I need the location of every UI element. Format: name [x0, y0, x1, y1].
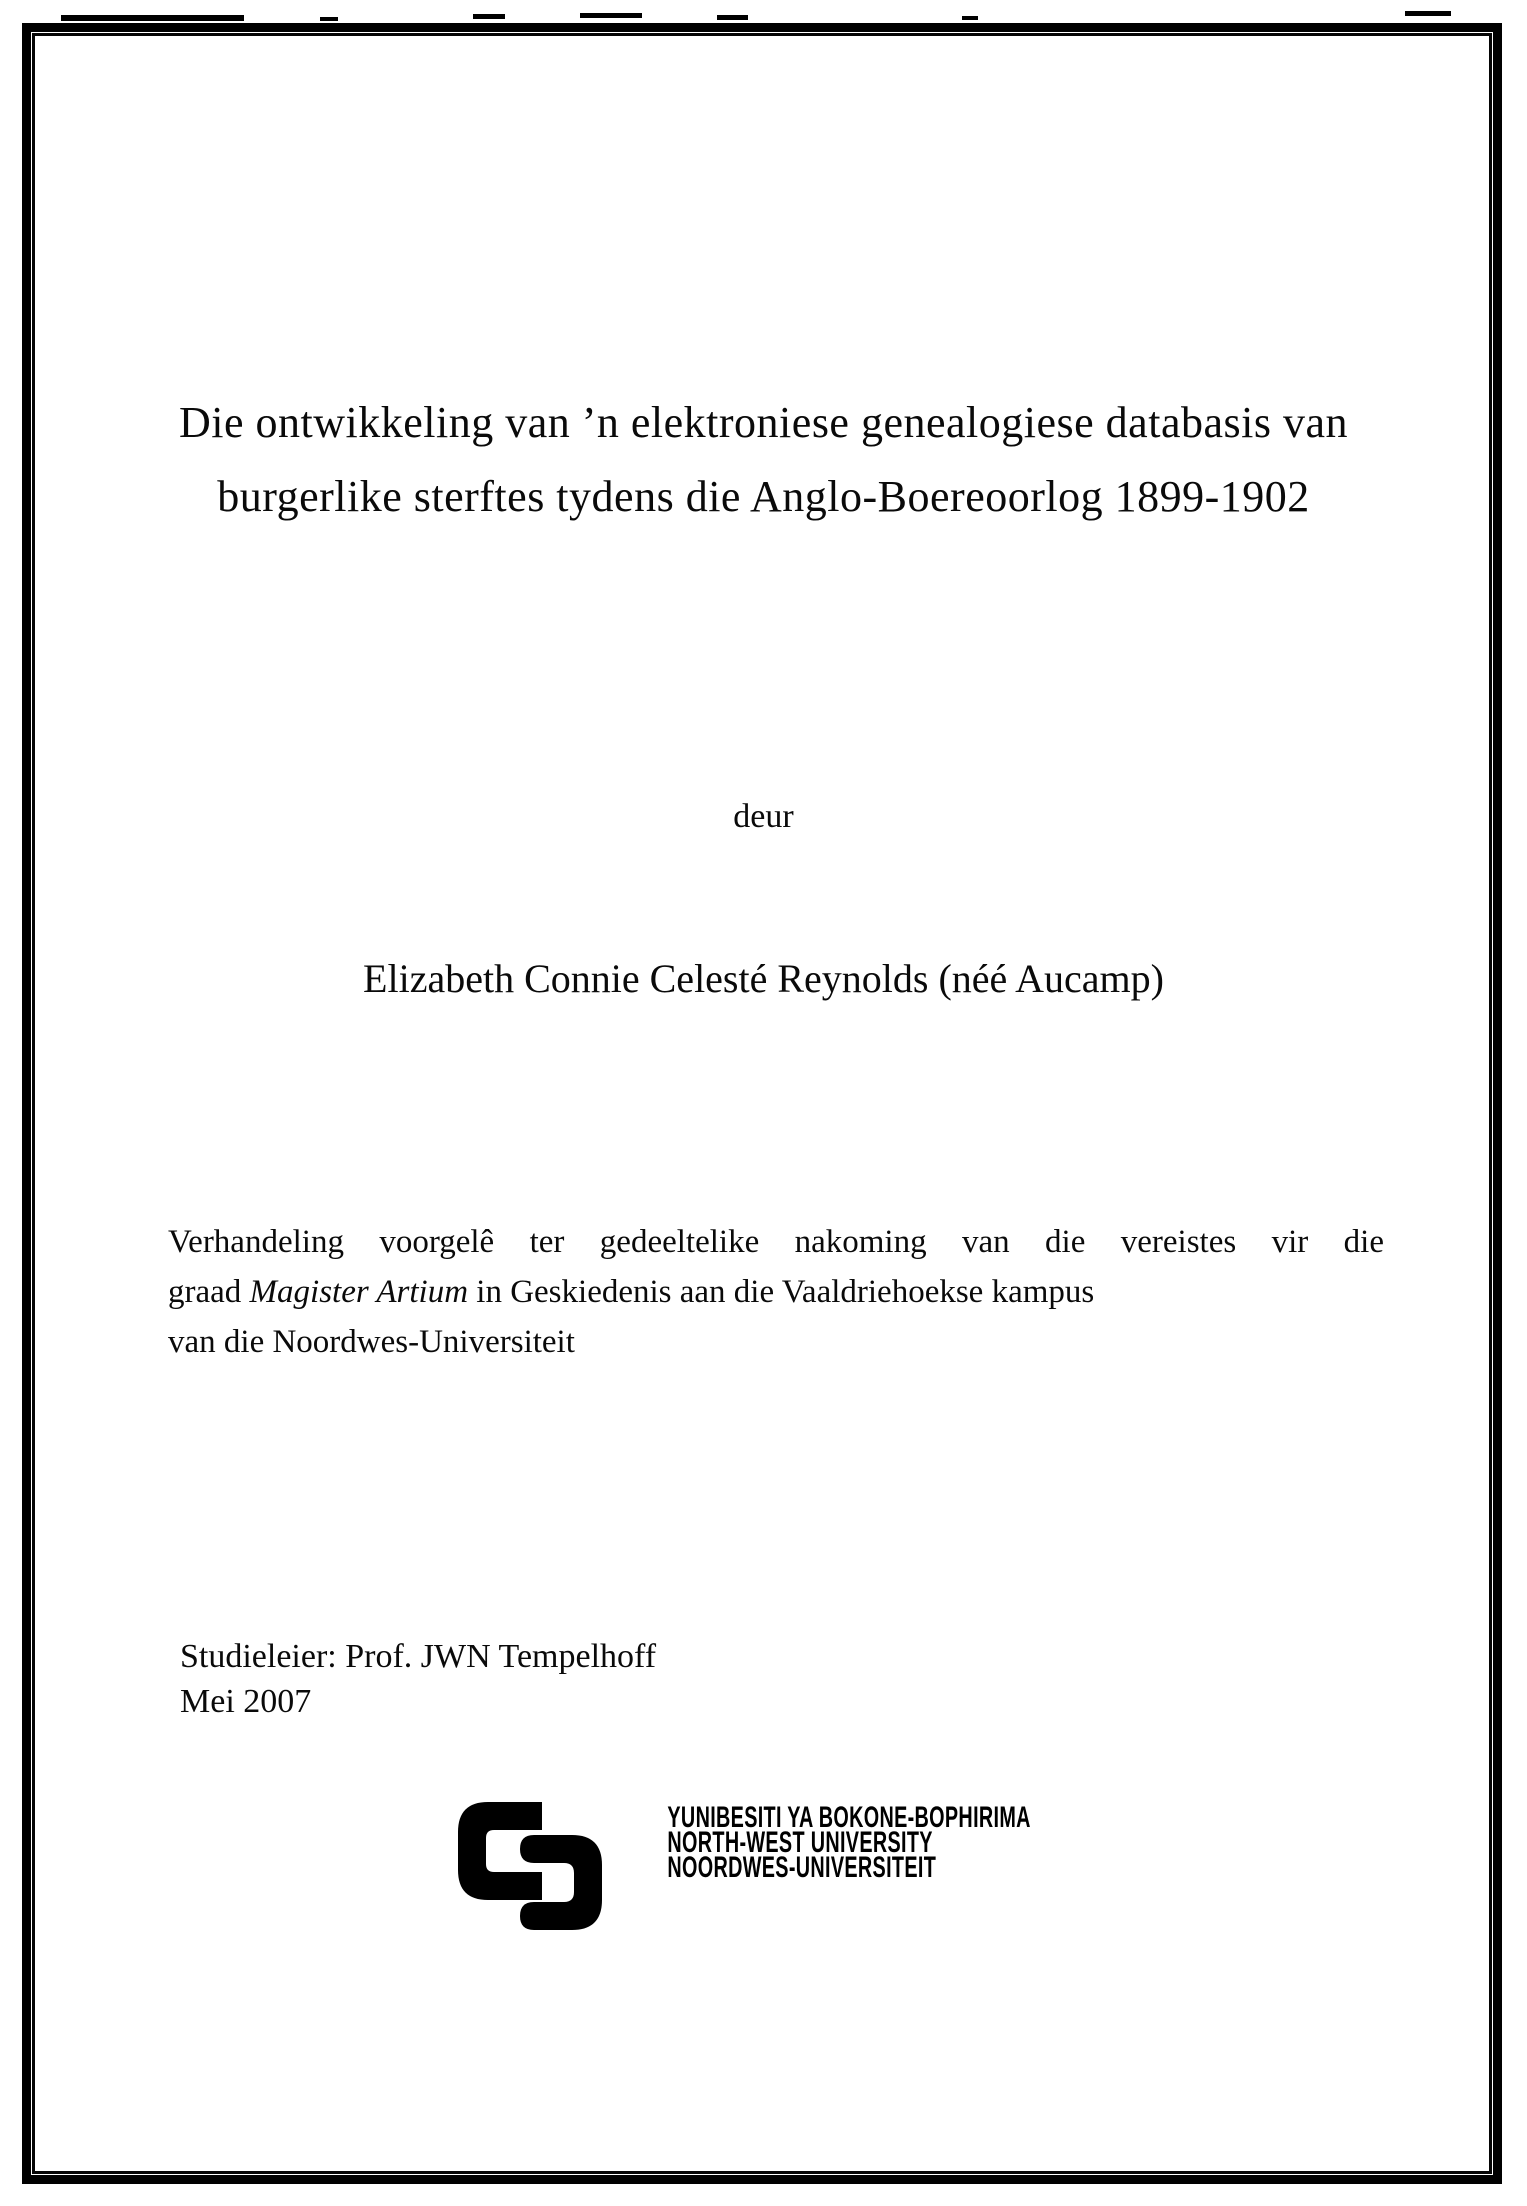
- supervisor-block: [180, 1634, 656, 1724]
- thesis-title-line1: Die ontwikkeling van ’n elektroniese genealogiese databasis van: [178, 398, 1348, 447]
- logo-text-line2: NORTH-WEST UNIVERSITY: [667, 1826, 933, 1859]
- scan-artifact: [61, 15, 244, 21]
- university-logo-wordmark: [545, 1801, 1031, 1884]
- degree-statement-line2-prefix: graad: [168, 1274, 250, 1310]
- degree-name-italic: Magister Artium: [249, 1274, 469, 1310]
- thesis-title: [0, 386, 1527, 534]
- scan-artifact: [962, 16, 978, 20]
- degree-statement-line1: Verhandeling voorgelê ter gedeeltelike nakoming van die vereistes vir die: [168, 1224, 1384, 1260]
- byline-deur: deur: [733, 798, 794, 835]
- logo-text-line3: NOORDWES-UNIVERSITEIT: [667, 1851, 937, 1884]
- scan-artifact: [1405, 11, 1451, 16]
- supervisor-line: Studieleier: Prof. JWN Tempelhoff: [180, 1638, 657, 1675]
- scan-artifact: [473, 14, 505, 19]
- scan-artifact: [320, 17, 338, 21]
- scan-artifact: [717, 15, 748, 20]
- logo-text-line1: YUNIBESITI YA BOKONE-BOPHIRIMA: [667, 1801, 1031, 1834]
- thesis-title-line2: burgerlike sterftes tydens die Anglo-Boereoorlog 1899-1902: [217, 472, 1310, 521]
- degree-statement-line3: van die Noordwes-Universiteit: [168, 1324, 575, 1360]
- degree-statement-line2-suffix: in Geskiedenis aan die Vaaldriehoekse kampus: [468, 1274, 1095, 1310]
- date-line: Mei 2007: [180, 1683, 312, 1720]
- author-name: Elizabeth Connie Celesté Reynolds (néé Aucamp): [363, 956, 1164, 1001]
- degree-statement-line2: [168, 1267, 1384, 1317]
- degree-statement: [168, 1217, 1384, 1367]
- scan-artifact: [580, 13, 642, 18]
